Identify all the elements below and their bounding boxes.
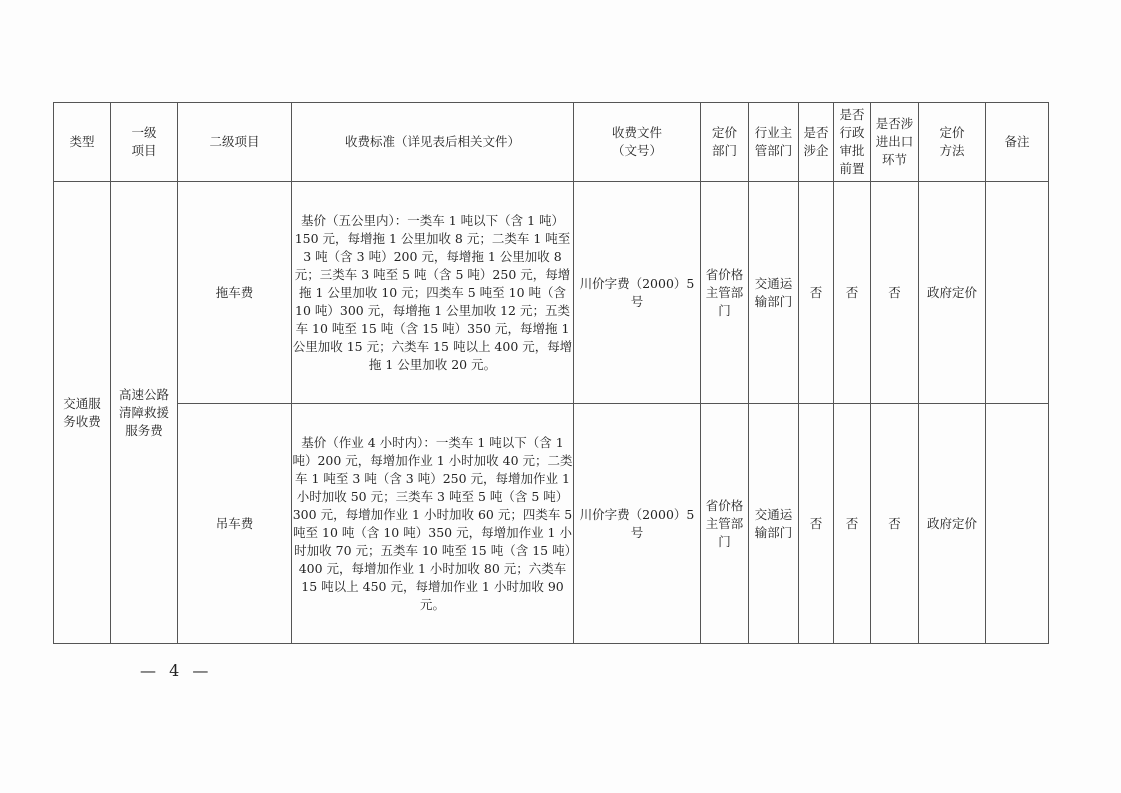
method-cell: 政府定价 [919, 404, 986, 644]
note-cell [986, 182, 1049, 404]
header-standard: 收费标准（详见表后相关文件） [292, 103, 574, 182]
level2-cell: 拖车费 [178, 182, 292, 404]
header-row [54, 103, 1049, 182]
table-row [54, 404, 1049, 644]
page-number: — 4 — [140, 661, 213, 680]
header-file: 收费文件 （文号） [574, 103, 701, 182]
industry-dept-cell: 交通运输部门 [749, 182, 799, 404]
header-enterprise: 是否 涉企 [799, 103, 834, 182]
import-export-cell: 否 [871, 404, 919, 644]
header-type: 类型 [54, 103, 111, 182]
pricing-dept-cell: 省价格主管部门 [701, 182, 749, 404]
header-note: 备注 [986, 103, 1049, 182]
import-export-cell: 否 [871, 182, 919, 404]
file-cell: 川价字费（2000）5 号 [574, 404, 701, 644]
header-import-export: 是否涉 进出口 环节 [871, 103, 919, 182]
enterprise-cell: 否 [799, 182, 834, 404]
standard-cell: 基价（五公里内）：一类车 1 吨以下（含 1 吨）150 元，每增拖 1 公里加收 8 元；二类车 1 吨至 3 吨（含 3 吨）200 元，每增拖 1 公里加收 8 元；三类车 3 吨至 5 吨（含 5 吨）250 元，每增拖 1 公里加收 10 元；四类车 5 吨至 10 吨（含 10 吨）300 元，每增拖 1 公里加收 12 元；五类车 10 吨至 15 吨（含 15 吨）350 元，每增拖 1 公里加收 15 元；六类车 15 吨以上 400 元，每增拖 1 公里加收 20 元。 [292, 182, 574, 404]
admin-approval-cell: 否 [834, 404, 871, 644]
group-type-cell: 交通服 务收费 [54, 182, 111, 644]
group-level1-cell: 高速公路 清障救援 服务费 [111, 182, 178, 644]
file-cell: 川价字费（2000）5 号 [574, 182, 701, 404]
header-pricing-dept: 定价 部门 [701, 103, 749, 182]
industry-dept-cell: 交通运输部门 [749, 404, 799, 644]
header-level1: 一级 项目 [111, 103, 178, 182]
header-industry-dept: 行业主 管部门 [749, 103, 799, 182]
note-cell [986, 404, 1049, 644]
pricing-dept-cell: 省价格主管部门 [701, 404, 749, 644]
method-cell: 政府定价 [919, 182, 986, 404]
enterprise-cell: 否 [799, 404, 834, 644]
standard-cell: 基价（作业 4 小时内）：一类车 1 吨以下（含 1 吨）200 元，每增加作业 1 小时加收 40 元；二类车 1 吨至 3 吨（含 3 吨）250 元，每增加作业 1 小时加收 50 元；三类车 3 吨至 5 吨（含 5 吨）300 元，每增加作业 1 小时加收 60 元；四类车 5 吨至 10 吨（含 10 吨）350 元，每增加作业 1 小时加收 70 元；五类车 10 吨至 15 吨（含 15 吨）400 元，每增加作业 1 小时加收 80 元；六类车 15 吨以上 450 元，每增加作业 1 小时加收 90 元。 [292, 404, 574, 644]
level2-cell: 吊车费 [178, 404, 292, 644]
header-admin-approval: 是否 行政 审批 前置 [834, 103, 871, 182]
fee-table [53, 102, 1049, 644]
header-level2: 二级项目 [178, 103, 292, 182]
table-row [54, 182, 1049, 404]
admin-approval-cell: 否 [834, 182, 871, 404]
header-method: 定价 方法 [919, 103, 986, 182]
